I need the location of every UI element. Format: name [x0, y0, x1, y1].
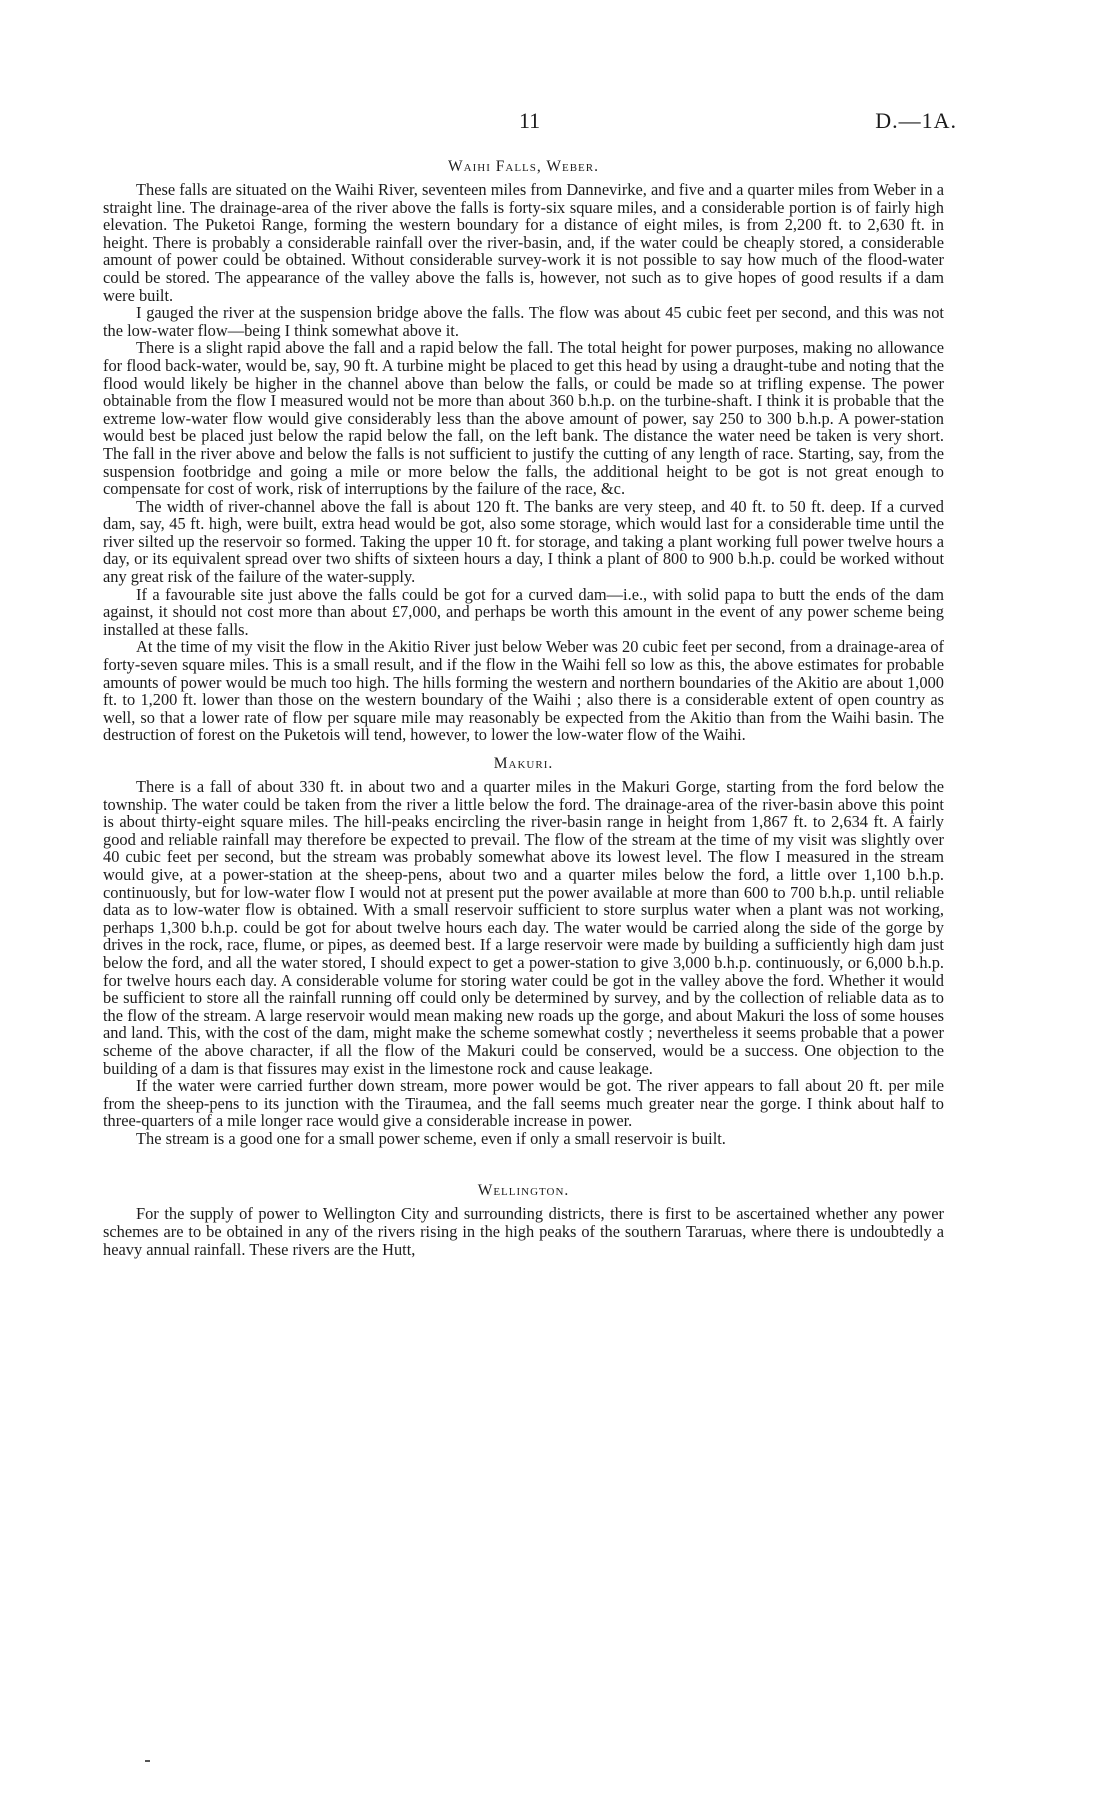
section-heading-wellington: Wellington.	[477, 1182, 570, 1200]
paragraph: There is a slight rapid above the fall and a rapid below the fall. The total height for power purposes, making no allowance for flood back-water, would be, say, 90 ft. A turbine might be placed to get this head by using a draught-tube and noting that the flood would likely be higher in the channel above than below the falls, or could be made so at trifling expense. The power obtainable from the flow I measured would not be more than about 360 b.h.p. on the turbine-shaft. I think it is probable that the extreme low-water flow would give considerably less than the above amount of power, say 250 to 300 b.h.p. A power-station would best be placed just below the rapid below the fall, on the left bank. The distance the water need be taken is very short. The fall in the river above and below the falls is not sufficient to justify the cutting of any length of race. Starting, say, from the suspension footbridge and going a mile or more below the falls, the additional height to be got is not great enough to compensate for cost of work, risk of interruptions by the failure of the race, &c.	[103, 338, 944, 499]
paragraph: These falls are situated on the Waihi River, seventeen miles from Dannevirke, and five and a quarter miles from Weber in a straight line. The drainage-area of the river above the falls is forty-six square miles, and a considerable portion is of fairly high elevation. The Puketoi Range, forming the western boundary for a distance of eight miles, is from 2,200 ft. to 2,630 ft. in height. There is probably a considerable rainfall over the river-basin, and, if the water could be cheaply stored, a considerable amount of power could be obtained. Without considerable survey-work it is not possible to say how much of the flood-water could be stored. The appearance of the valley above the falls is, however, not such as to give hopes of good results if a dam were built.	[103, 180, 944, 305]
paragraph: There is a fall of about 330 ft. in about two and a quarter miles in the Makuri Gorge, starting from the ford below the township. The water could be taken from the river a little below the ford. The drainage-area of the river-basin above this point is about thirty-eight square miles. The hill-peaks encircling the river-basin range in height from 1,867 ft. to 2,634 ft. A fairly good and reliable rainfall may therefore be expected to prevail. The flow of the stream at the time of my visit was slightly over 40 cubic feet per second, but the stream was probably somewhat above its lowest level. The flow I measured in the stream would give, at a power-station at the sheep-pens, about two and a quarter miles below the ford, a little over 1,100 b.h.p. continuously, but for low-water flow I would not at present put the power available at more than 600 to 700 b.h.p. until reliable data as to low-water flow is obtained. With a small reservoir sufficient to store surplus water when a plant was not working, perhaps 1,300 b.h.p. could be got for about twelve hours each day. The water would be carried along the side of the gorge by drives in the rock, race, flume, or pipes, as deemed best. If a large reservoir were made by building a sufficiently high dam just below the ford, and all the water stored, I should expect to get a power-station to give 3,000 b.h.p. continuously, or 6,000 b.h.p. for twelve hours each day. A considerable volume for storing water could be got in the valley above the ford. Whether it would be sufficient to store all the rainfall running off could only be determined by survey, and by the collection of reliable data as to the flow of the stream. A large reservoir would mean making new roads up the gorge, and about Makuri the loss of some houses and land. This, with the cost of the dam, might make the scheme somewhat costly ; nevertheless it seems probable that a power scheme of the above character, if all the flow of the Makuri could be conserved, would be a success. One objection to the building of a dam is that fissures may exist in the limestone rock and cause leakage.	[103, 777, 944, 1078]
paragraph: At the time of my visit the flow in the Akitio River just below Weber was 20 cubic feet per second, from a drainage-area of forty-seven square miles. This is a small result, and if the flow in the Waihi fell so low as this, the above estimates for probable amounts of power would be much too high. The hills forming the western and northern boundaries of the Akitio are about 1,000 ft. to 1,200 ft. lower than those on the western boundary of the Waihi ; also there is a considerable extent of open country as well, so that a lower rate of flow per square mile may reasonably be expected from the Akitio than from the Waihi basin. The destruction of forest on the Puketois will tend, however, to lower the low-water flow of the Waihi.	[103, 637, 944, 745]
page-body	[103, 157, 944, 1258]
page-number: 11	[519, 108, 541, 133]
section-heading-makuri: Makuri.	[493, 755, 554, 772]
section-heading-waihi-falls: Waihi Falls, Weber.	[448, 158, 599, 175]
paragraph: If the water were carried further down stream, more power would be got. The river appears to fall about 20 ft. per mile from the sheep-pens to its junction with the Tiraumea, and the fall seems much greater near the gorge. I think about half to three-quarters of a mile longer race would give a considerable increase in power.	[103, 1076, 944, 1131]
paragraph: The width of river-channel above the fall is about 120 ft. The banks are very steep, and 40 ft. to 50 ft. deep. If a curved dam, say, 45 ft. high, were built, extra head would be got, also some storage, which would last for a considerable time until the river silted up the reservoir so formed. Taking the upper 10 ft. for storage, and taking a plant working full power twelve hours a day, or its equivalent spread over two shifts of sixteen hours a day, I think a plant of 800 to 900 b.h.p. could be worked without any great risk of the failure of the water-supply.	[103, 496, 944, 587]
scan-mark	[145, 1760, 150, 1762]
page-header	[0, 108, 1114, 138]
paragraph: The stream is a good one for a small power scheme, even if only a small reservoir is built.	[136, 1128, 726, 1148]
paragraph: If a favourable site just above the falls could be got for a curved dam—i.e., with solid papa to butt the ends of the dam against, it should not cost more than about £7,000, and perhaps be worth this amount in the event of any power scheme being installed at these falls.	[103, 584, 944, 639]
paragraph: For the supply of power to Wellington City and surrounding districts, there is first to be ascertained whether any power schemes are to be obtained in any of the rivers rising in the high peaks of the southern Tararuas, where there is undoubtedly a heavy annual rainfall. These rivers are the Hutt,	[103, 1204, 944, 1259]
document-reference: D.—1A.	[875, 108, 957, 133]
paragraph: I gauged the river at the suspension bridge above the falls. The flow was about 45 cubic feet per second, and this was not the low-water flow—being I think somewhat above it.	[103, 303, 944, 340]
